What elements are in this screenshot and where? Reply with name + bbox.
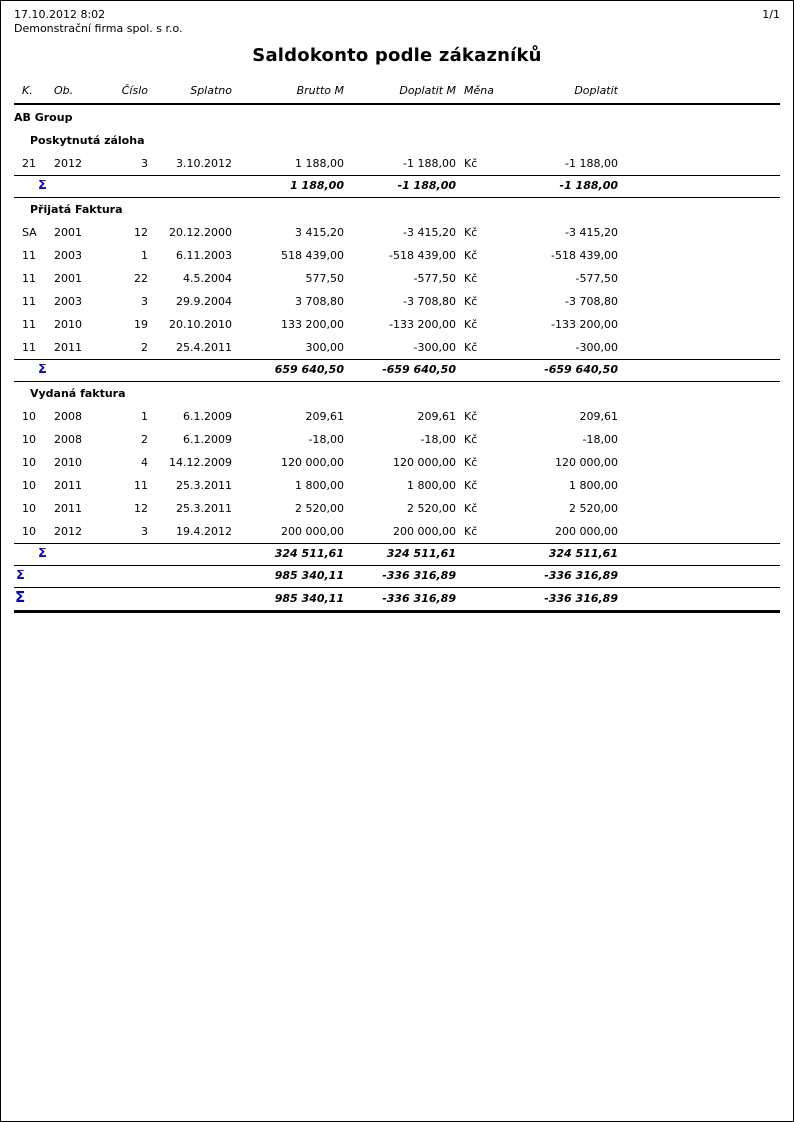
sum-doplatit: -1 188,00 xyxy=(559,179,618,192)
customer-group-name: AB Group xyxy=(14,111,73,124)
cell-splatno: 20.10.2010 xyxy=(169,318,232,331)
cell-cislo: 12 xyxy=(134,502,148,515)
sum-brutto: 659 640,50 xyxy=(274,363,344,376)
cell-splatno: 19.4.2012 xyxy=(176,525,232,538)
sum-doplatit: -336 316,89 xyxy=(544,592,618,605)
sigma-icon: Σ xyxy=(38,180,47,192)
cell-splatno: 20.12.2000 xyxy=(169,226,232,239)
document-type-name: Přijatá Faktura xyxy=(30,203,123,216)
cell-doplatit-m: -133 200,00 xyxy=(389,318,456,331)
cell-cislo: 2 xyxy=(141,341,148,354)
cell-brutto: 3 415,20 xyxy=(295,226,344,239)
column-header-5: Doplatit M xyxy=(399,84,456,97)
cell-cislo: 1 xyxy=(141,410,148,423)
table-row xyxy=(14,244,780,267)
cell-cislo: 4 xyxy=(141,456,148,469)
cell-splatno: 29.9.2004 xyxy=(176,295,232,308)
sum-doplatit-m: -659 640,50 xyxy=(382,363,456,376)
cell-doplatit-m: 200 000,00 xyxy=(393,525,456,538)
cell-mena: Kč xyxy=(464,479,478,492)
document-type-name: Poskytnutá záloha xyxy=(30,134,145,147)
cell-k: 10 xyxy=(22,479,36,492)
report-title: Saldokonto podle zákazníků xyxy=(252,45,542,66)
sum-brutto: 324 511,61 xyxy=(274,547,344,560)
cell-doplatit: -3 708,80 xyxy=(565,295,618,308)
cell-mena: Kč xyxy=(464,249,478,262)
cell-doplatit-m: -3 415,20 xyxy=(403,226,456,239)
cell-splatno: 14.12.2009 xyxy=(169,456,232,469)
cell-doplatit-m: -577,50 xyxy=(413,272,456,285)
cell-mena: Kč xyxy=(464,272,478,285)
cell-k: 10 xyxy=(22,502,36,515)
group-sum-row xyxy=(14,566,780,588)
table-header-row xyxy=(14,82,780,105)
cell-k: 11 xyxy=(22,272,36,285)
sum-doplatit-m: -336 316,89 xyxy=(382,592,456,605)
column-header-7: Doplatit xyxy=(574,84,618,97)
table-row xyxy=(14,313,780,336)
cell-doplatit: 1 800,00 xyxy=(569,479,618,492)
sum-doplatit: 324 511,61 xyxy=(548,547,618,560)
column-header-6: Měna xyxy=(464,84,494,97)
cell-k: 11 xyxy=(22,249,36,262)
sum-doplatit-m: -1 188,00 xyxy=(397,179,456,192)
report-header-left xyxy=(14,8,183,36)
document-type-name-row xyxy=(14,198,780,221)
cell-cislo: 19 xyxy=(134,318,148,331)
grand-total-row xyxy=(14,588,780,613)
cell-ob: 2008 xyxy=(54,410,82,423)
cell-cislo: 1 xyxy=(141,249,148,262)
cell-doplatit: 120 000,00 xyxy=(555,456,618,469)
column-header-2: Číslo xyxy=(121,84,148,97)
cell-cislo: 12 xyxy=(134,226,148,239)
sigma-icon: Σ xyxy=(38,364,47,376)
cell-ob: 2012 xyxy=(54,157,82,170)
column-header-0: K. xyxy=(22,84,33,97)
cell-mena: Kč xyxy=(464,525,478,538)
table-row xyxy=(14,152,780,175)
cell-doplatit: -300,00 xyxy=(575,341,618,354)
column-header-3: Splatno xyxy=(190,84,232,97)
cell-cislo: 3 xyxy=(141,295,148,308)
cell-doplatit-m: 1 800,00 xyxy=(407,479,456,492)
cell-ob: 2010 xyxy=(54,456,82,469)
cell-k: 10 xyxy=(22,456,36,469)
cell-cislo: 2 xyxy=(141,433,148,446)
cell-doplatit-m: -18,00 xyxy=(420,433,456,446)
table-row xyxy=(14,520,780,543)
cell-mena: Kč xyxy=(464,226,478,239)
cell-doplatit: -577,50 xyxy=(575,272,618,285)
section-sum-row xyxy=(14,543,780,566)
cell-splatno: 25.3.2011 xyxy=(176,502,232,515)
cell-k: 10 xyxy=(22,433,36,446)
cell-k: 10 xyxy=(22,410,36,423)
column-header-1: Ob. xyxy=(54,84,74,97)
cell-brutto: 120 000,00 xyxy=(281,456,344,469)
cell-doplatit-m: -3 708,80 xyxy=(403,295,456,308)
cell-ob: 2012 xyxy=(54,525,82,538)
cell-doplatit: 209,61 xyxy=(579,410,618,423)
cell-splatno: 25.3.2011 xyxy=(176,479,232,492)
cell-mena: Kč xyxy=(464,157,478,170)
cell-splatno: 6.1.2009 xyxy=(183,433,232,446)
cell-splatno: 4.5.2004 xyxy=(183,272,232,285)
document-type-name-row xyxy=(14,382,780,405)
cell-doplatit: 2 520,00 xyxy=(569,502,618,515)
company-name: Demonstrační firma spol. s r.o. xyxy=(14,22,183,35)
sum-doplatit: -659 640,50 xyxy=(544,363,618,376)
cell-ob: 2003 xyxy=(54,249,82,262)
cell-mena: Kč xyxy=(464,295,478,308)
cell-k: 10 xyxy=(22,525,36,538)
cell-splatno: 3.10.2012 xyxy=(176,157,232,170)
cell-brutto: 300,00 xyxy=(305,341,344,354)
cell-ob: 2001 xyxy=(54,226,82,239)
sum-brutto: 1 188,00 xyxy=(290,179,344,192)
cell-brutto: 518 439,00 xyxy=(281,249,344,262)
section-sum-row xyxy=(14,359,780,382)
cell-doplatit-m: 120 000,00 xyxy=(393,456,456,469)
table-body xyxy=(14,105,780,613)
cell-cislo: 3 xyxy=(141,157,148,170)
cell-ob: 2011 xyxy=(54,479,82,492)
cell-cislo: 11 xyxy=(134,479,148,492)
cell-ob: 2008 xyxy=(54,433,82,446)
customer-group-name-row xyxy=(14,105,780,129)
table-row xyxy=(14,451,780,474)
cell-brutto: 3 708,80 xyxy=(295,295,344,308)
sum-doplatit: -336 316,89 xyxy=(544,569,618,582)
report-table xyxy=(14,82,780,613)
cell-k: 11 xyxy=(22,318,36,331)
cell-brutto: 1 188,00 xyxy=(295,157,344,170)
cell-splatno: 25.4.2011 xyxy=(176,341,232,354)
table-row xyxy=(14,405,780,428)
cell-brutto: 577,50 xyxy=(305,272,344,285)
cell-ob: 2001 xyxy=(54,272,82,285)
cell-splatno: 6.1.2009 xyxy=(183,410,232,423)
document-type-name: Vydaná faktura xyxy=(30,387,126,400)
sum-brutto: 985 340,11 xyxy=(274,569,344,582)
cell-ob: 2011 xyxy=(54,341,82,354)
cell-brutto: 133 200,00 xyxy=(281,318,344,331)
cell-k: 11 xyxy=(22,295,36,308)
sigma-icon: Σ xyxy=(16,570,25,582)
sigma-icon: Σ xyxy=(38,548,47,560)
sum-doplatit-m: -336 316,89 xyxy=(382,569,456,582)
table-row xyxy=(14,221,780,244)
cell-k: SA xyxy=(22,226,37,239)
sigma-icon: Σ xyxy=(15,591,26,603)
cell-brutto: -18,00 xyxy=(308,433,344,446)
table-row xyxy=(14,290,780,313)
column-header-4: Brutto M xyxy=(296,84,344,97)
report-datetime: 17.10.2012 8:02 xyxy=(14,8,106,21)
cell-ob: 2010 xyxy=(54,318,82,331)
cell-doplatit-m: -518 439,00 xyxy=(389,249,456,262)
cell-doplatit: -518 439,00 xyxy=(551,249,618,262)
section-sum-row xyxy=(14,175,780,198)
page-number: 1/1 xyxy=(762,8,780,21)
cell-doplatit: -18,00 xyxy=(582,433,618,446)
report-header xyxy=(14,8,780,36)
cell-mena: Kč xyxy=(464,502,478,515)
cell-mena: Kč xyxy=(464,341,478,354)
cell-mena: Kč xyxy=(464,318,478,331)
cell-brutto: 1 800,00 xyxy=(295,479,344,492)
cell-brutto: 200 000,00 xyxy=(281,525,344,538)
table-row xyxy=(14,336,780,359)
cell-cislo: 22 xyxy=(134,272,148,285)
cell-mena: Kč xyxy=(464,433,478,446)
cell-mena: Kč xyxy=(464,410,478,423)
cell-doplatit: -3 415,20 xyxy=(565,226,618,239)
table-row xyxy=(14,497,780,520)
cell-brutto: 2 520,00 xyxy=(295,502,344,515)
cell-doplatit: -133 200,00 xyxy=(551,318,618,331)
cell-doplatit-m: 2 520,00 xyxy=(407,502,456,515)
cell-k: 21 xyxy=(22,157,36,170)
cell-doplatit: 200 000,00 xyxy=(555,525,618,538)
sum-doplatit-m: 324 511,61 xyxy=(386,547,456,560)
cell-k: 11 xyxy=(22,341,36,354)
document-type-name-row xyxy=(14,129,780,152)
table-row xyxy=(14,474,780,497)
cell-ob: 2011 xyxy=(54,502,82,515)
cell-doplatit: -1 188,00 xyxy=(565,157,618,170)
cell-brutto: 209,61 xyxy=(305,410,344,423)
sum-brutto: 985 340,11 xyxy=(274,592,344,605)
cell-doplatit-m: -1 188,00 xyxy=(403,157,456,170)
cell-splatno: 6.11.2003 xyxy=(176,249,232,262)
cell-mena: Kč xyxy=(464,456,478,469)
cell-doplatit-m: 209,61 xyxy=(417,410,456,423)
cell-doplatit-m: -300,00 xyxy=(413,341,456,354)
cell-ob: 2003 xyxy=(54,295,82,308)
table-row xyxy=(14,428,780,451)
table-row xyxy=(14,267,780,290)
cell-cislo: 3 xyxy=(141,525,148,538)
